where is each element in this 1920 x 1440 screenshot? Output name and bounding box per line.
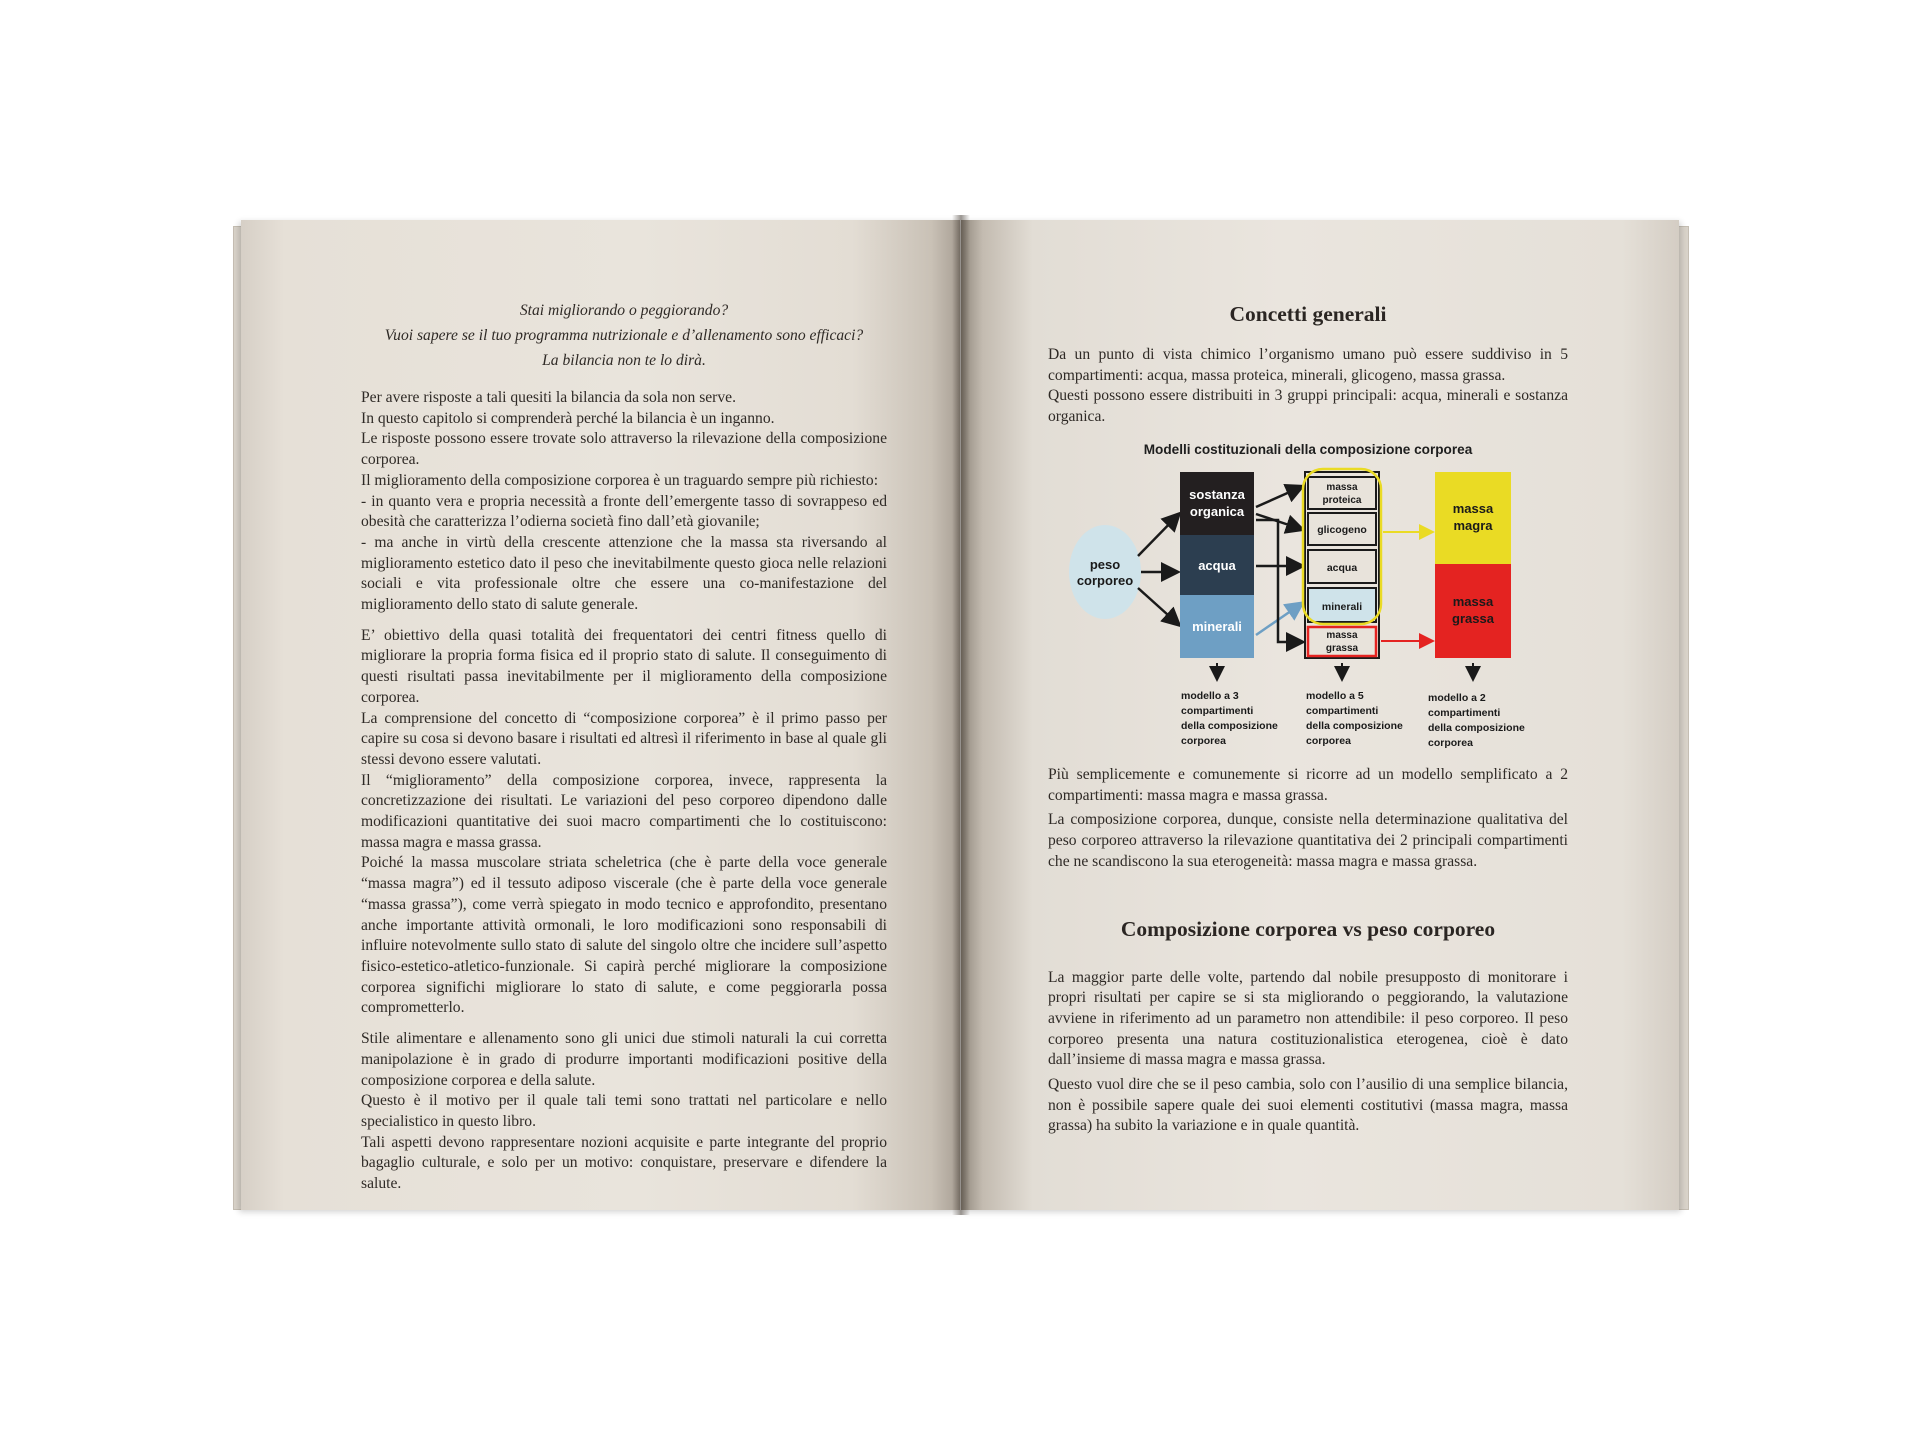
right-bottom-section xyxy=(1048,765,1568,1137)
section-heading: Concetti generali xyxy=(1229,302,1387,326)
box-label: glicogeno xyxy=(1317,524,1367,536)
body-composition-diagram xyxy=(1068,472,1538,749)
caption-line: corporea xyxy=(1181,735,1226,747)
paragraph: Questo vuol dire che se il peso cambia, solo con l’ausilio di una semplice bilancia, non è possibile sapere quale dei suoi elementi costitutivi (massa magra, massa grassa) ha subito la variazione e in quale quantità. xyxy=(1048,1076,1568,1135)
arrow xyxy=(1138,588,1178,624)
arrow xyxy=(1138,515,1178,556)
left-page xyxy=(241,220,960,1210)
figure-title: Modelli costituzionali della composizione corporea xyxy=(1143,441,1473,457)
box-label: acqua xyxy=(1326,562,1358,574)
paragraph: Le risposte possono essere trovate solo attraverso la rilevazione della composizione corporea. xyxy=(361,430,887,469)
paragraph: Poiché la massa muscolare striata scheletrica (che è parte della voce generale “massa magra”) ed il tessuto adiposo viscerale (che è parte della voce generale “massa grassa”), come verrà spiegato in modo tecnico e approfondito, presentano anche importante attività ormonali, le loro modificazioni sono responsabili di influire notevolmente sullo stato di salute del singolo oltre che incidere sull’aspetto fisico-estetico-atletico-funzionale. Si capirà perché migliorare la composizione corporea significhi migliorare lo stato di salute, e come peggiorarla possa comprometterlo. xyxy=(361,854,887,1017)
caption-two xyxy=(1428,692,1525,749)
caption-line: modello a 5 xyxy=(1306,690,1364,702)
paragraph: Tali aspetti devono rappresentare nozioni acquisite e parte integrante del proprio bagaglio culturale, e solo per un motivo: conquistare, preservare e difendere la salute. xyxy=(361,1133,887,1193)
after-figure-text xyxy=(1048,765,1568,873)
caption-line: compartimenti xyxy=(1306,705,1379,717)
box-label: massa xyxy=(1452,594,1494,609)
box-label: minerali xyxy=(1192,619,1242,634)
caption-five xyxy=(1306,690,1403,747)
caption-line: modello a 3 xyxy=(1181,690,1239,702)
intro-text xyxy=(1048,345,1568,428)
caption-line: corporea xyxy=(1306,735,1351,747)
box-label: acqua xyxy=(1198,558,1236,573)
arrow xyxy=(1256,520,1301,642)
box-label: sostanza xyxy=(1189,487,1245,502)
caption-line: modello a 2 xyxy=(1428,692,1486,704)
section-heading: Composizione corporea vs peso corporeo xyxy=(1120,916,1496,941)
box-label: minerali xyxy=(1321,601,1363,613)
left-body-text xyxy=(361,388,887,1195)
box-label: massa xyxy=(1452,501,1494,516)
paragraph: E’ obiettivo della quasi totalità dei frequentatori dei centri fitness quello di migliorare la propria forma fisica ed il proprio stato di salute. Il conseguimento di questi risultati passa inevitabilmente per il miglioramento della composizione corporea. xyxy=(361,626,887,706)
paragraph: Per avere risposte a tali quesiti la bilancia da sola non serve. xyxy=(361,389,736,406)
box-label: massa xyxy=(1326,630,1358,641)
paragraph: Il “miglioramento” della composizione corporea, invece, rappresenta la concretizzazione dei risultati. Le variazioni del peso corporeo dipendono dalle modificazioni quantitative dei suoi macro compartimenti che lo costituiscono: massa magra e massa grassa. xyxy=(361,771,887,851)
epigraph xyxy=(361,298,887,373)
caption-line: corporea xyxy=(1428,737,1473,749)
box-label: grassa xyxy=(1325,643,1359,654)
epigraph-line: La bilancia non te lo dirà. xyxy=(542,352,706,369)
box-label: magra xyxy=(1453,518,1493,533)
box-label: grassa xyxy=(1452,611,1494,626)
arrow xyxy=(1256,487,1301,507)
paragraph: Questo è il motivo per il quale tali temi sono trattati nel particolare e nello specialistico in questo libro. xyxy=(361,1092,887,1130)
paragraph: La composizione corporea, dunque, consiste nella determinazione qualitativa del peso corporeo attraverso la rilevazione quantitativa dei 2 principali compartimenti che ne scandiscono la sua eterogeneità: massa magra e massa grassa. xyxy=(1048,811,1568,870)
box-label: massa xyxy=(1326,482,1358,493)
caption-three xyxy=(1181,690,1278,747)
caption-line: compartimenti xyxy=(1428,707,1501,719)
epigraph-line: Stai migliorando o peggiorando? xyxy=(519,302,729,319)
paragraph: Stile alimentare e allenamento sono gli unici due stimoli naturali la cui corretta manipolazione è in grado di produrre importanti modificazioni positive della composizione corporea e della salute. xyxy=(361,1030,887,1089)
peso-corporeo-node xyxy=(1069,525,1141,619)
caption-line: della composizione xyxy=(1306,720,1403,732)
paragraph: La comprensione del concetto di “composizione corporea” è il primo passo per capire su cosa si devono basare i risultati ed altresì il riferimento in base al quale gli stessi devono essere valutati. xyxy=(361,709,887,768)
closing-text xyxy=(1048,968,1568,1138)
caption-line: della composizione xyxy=(1428,722,1525,734)
paragraph: Il miglioramento della composizione corporea è un traguardo sempre più richiesto: xyxy=(361,471,879,489)
paragraph: Questi possono essere distribuiti in 3 gruppi principali: acqua, minerali e sostanza organica. xyxy=(1048,387,1568,426)
paragraph: La maggior parte delle volte, partendo dal nobile presupposto di monitorare i propri risultati per capire se si sta migliorando o peggiorando, la valutazione avviene in riferimento ad un parametro non attendibile: il peso corporeo. Il peso corporeo presenta una natura costituzionalistica eterogenea, cioè è dato dall’insieme di massa magra e massa grassa. xyxy=(1048,968,1568,1069)
box-label: proteica xyxy=(1322,495,1362,506)
epigraph-line: Vuoi sapere se il tuo programma nutrizionale e d’allenamento sono efficaci? xyxy=(384,327,864,344)
paragraph: Da un punto di vista chimico l’organismo umano può essere suddiviso in 5 compartimenti: acqua, massa proteica, minerali, glicogeno, massa grassa. xyxy=(1048,346,1568,384)
caption-line: compartimenti xyxy=(1181,705,1254,717)
peso-label: peso xyxy=(1089,557,1121,572)
paragraph: Più semplicemente e comunemente si ricorre ad un modello semplificato a 2 compartimenti: massa magra e massa grassa. xyxy=(1048,766,1568,804)
right-page xyxy=(961,220,1679,1210)
right-top-section xyxy=(1048,302,1568,457)
box-label: organica xyxy=(1189,504,1245,519)
paragraph: - in quanto vera e propria necessità a fronte dell’emergente tasso di sovrappeso ed obesità che caratterizza l’odierna società fino dall’età giovanile; xyxy=(361,492,887,531)
peso-label: corporeo xyxy=(1076,573,1134,588)
book-gutter xyxy=(952,215,970,1215)
caption-line: della composizione xyxy=(1181,720,1278,732)
paragraph: - ma anche in virtù della crescente attenzione che la massa sta riversando al miglioramento estetico dato il peso che inevitabilmente questo gioca nelle relazioni sociali e vita professionale oltre che essere una co-manifestazione del miglioramento dello stato di salute generale. xyxy=(361,533,887,614)
paragraph: In questo capitolo si comprenderà perché la bilancia è un inganno. xyxy=(361,409,775,427)
